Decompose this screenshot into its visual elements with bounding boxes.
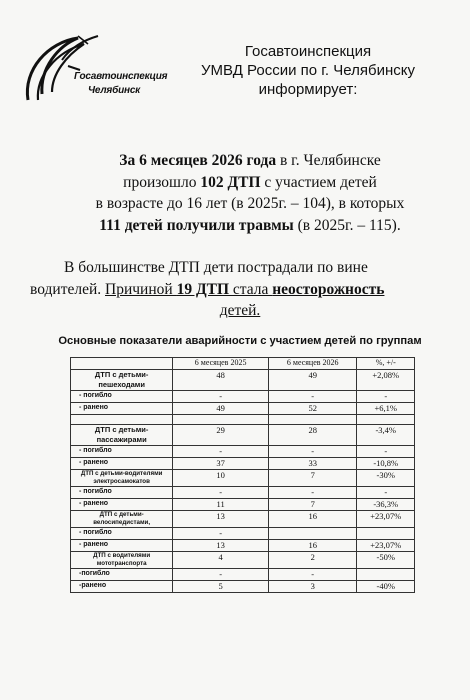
- row-label: -погибло: [71, 569, 173, 581]
- table-row: [71, 511, 415, 528]
- cell-2025: 37: [173, 458, 269, 470]
- table-row: [71, 552, 415, 569]
- row-label: - погибло: [71, 446, 173, 458]
- table-row: [71, 581, 415, 593]
- cell-pct: -36,3%: [357, 499, 415, 511]
- cell-pct: -: [357, 446, 415, 458]
- table-row: [71, 528, 415, 540]
- table-row: [71, 487, 415, 499]
- cell-2025: 11: [173, 499, 269, 511]
- accident-count: 102 ДТП: [200, 173, 261, 191]
- cell-pct: -: [357, 487, 415, 499]
- table-header-row: [71, 358, 415, 370]
- header-cell-2026: 6 месяцев 2026: [268, 358, 357, 370]
- agency-header: [188, 42, 428, 99]
- cause-line1: В большинстве ДТП дети пострадали по вине: [64, 259, 368, 276]
- cell-2025: [173, 415, 269, 425]
- cell-2025: -: [173, 528, 269, 540]
- logo-text-line2: Челябинск: [88, 85, 141, 96]
- row-label: - ранено: [71, 499, 173, 511]
- table-row: [71, 569, 415, 581]
- table-row: [71, 458, 415, 470]
- cell-2026: 33: [268, 458, 357, 470]
- table-row: [71, 470, 415, 487]
- table-row: [71, 446, 415, 458]
- row-label: - ранено: [71, 458, 173, 470]
- header-cell-label: [71, 358, 173, 370]
- row-label: ДТП с детьми-пассажирами: [71, 425, 173, 446]
- cell-pct: -10,8%: [357, 458, 415, 470]
- logo-text-line1: Госавтоинспекция: [74, 71, 168, 82]
- period-text: За 6 месяцев 2026 года: [119, 152, 277, 169]
- row-label: [71, 415, 173, 425]
- stats-table: [70, 357, 415, 593]
- table-row: [71, 499, 415, 511]
- cause-carelessness: неосторожность: [272, 280, 385, 298]
- main-statement: [60, 150, 440, 236]
- row-label: -ранено: [71, 581, 173, 593]
- cell-pct: -50%: [357, 552, 415, 569]
- row-label: ДТП с детьми-велосипедистами,: [71, 511, 173, 528]
- table-row: [71, 403, 415, 415]
- cell-2025: 10: [173, 470, 269, 487]
- cell-2025: 49: [173, 403, 269, 415]
- cell-2025: 4: [173, 552, 269, 569]
- table-row: [71, 540, 415, 552]
- cell-2026: 7: [268, 499, 357, 511]
- cell-pct: +2,08%: [357, 370, 415, 391]
- cell-2025: -: [173, 391, 269, 403]
- cell-2026: -: [268, 446, 357, 458]
- cell-pct: -30%: [357, 470, 415, 487]
- cell-2026: -: [268, 391, 357, 403]
- cell-2026: -: [268, 569, 357, 581]
- cell-2026: [268, 415, 357, 425]
- cell-pct: +23,07%: [357, 540, 415, 552]
- table-title: Основные показатели аварийности с участием детей по группам: [58, 335, 422, 347]
- row-label: ДТП с детьми-водителями электросамокатов: [71, 470, 173, 487]
- cell-2025: -: [173, 569, 269, 581]
- row-label: - ранено: [71, 540, 173, 552]
- children-text: с участием детей: [260, 173, 377, 191]
- cell-pct: [357, 415, 415, 425]
- city-text: в г. Челябинске: [276, 152, 381, 169]
- cell-2026: 7: [268, 470, 357, 487]
- cause-statement: [30, 257, 450, 322]
- cell-2026: 49: [268, 370, 357, 391]
- cell-pct: [357, 569, 415, 581]
- cause-count: 19 ДТП: [176, 280, 229, 298]
- cause-reason: Причиной: [105, 280, 177, 298]
- cell-2026: 52: [268, 403, 357, 415]
- cell-pct: -3,4%: [357, 425, 415, 446]
- cell-2025: 13: [173, 511, 269, 528]
- cell-2026: 16: [268, 540, 357, 552]
- cause-drivers: водителей.: [30, 280, 106, 298]
- row-label: - погибло: [71, 528, 173, 540]
- row-label: - погибло: [71, 391, 173, 403]
- cell-2026: 3: [268, 581, 357, 593]
- logo-emblem-icon: [18, 30, 108, 110]
- row-label: ДТП с водителями мототранспорта: [71, 552, 173, 569]
- header-cell-pct: %, +/-: [357, 358, 415, 370]
- gai-logo: [18, 30, 188, 110]
- injured-comparison: (в 2025г. – 115).: [293, 216, 401, 234]
- cell-2026: 28: [268, 425, 357, 446]
- row-label: - погибло: [71, 487, 173, 499]
- agency-line1: Госавтоинспекция: [244, 43, 372, 60]
- cell-2025: 5: [173, 581, 269, 593]
- cell-2026: [268, 528, 357, 540]
- cell-2025: 29: [173, 425, 269, 446]
- cell-pct: -40%: [357, 581, 415, 593]
- cell-pct: +6,1%: [357, 403, 415, 415]
- agency-line3: информирует:: [258, 81, 358, 98]
- row-label: - ранено: [71, 403, 173, 415]
- cell-pct: +23,07%: [357, 511, 415, 528]
- occurred-text: произошло: [123, 173, 201, 191]
- table-row: [71, 415, 415, 425]
- cell-2025: 48: [173, 370, 269, 391]
- table-row: [71, 391, 415, 403]
- cell-2026: 2: [268, 552, 357, 569]
- table-row: [71, 425, 415, 446]
- cell-2025: -: [173, 487, 269, 499]
- cell-pct: [357, 528, 415, 540]
- cause-children: детей.: [219, 302, 261, 319]
- cell-pct: -: [357, 391, 415, 403]
- agency-line2: УМВД России по г. Челябинску: [201, 62, 415, 79]
- table-row: [71, 370, 415, 391]
- cell-2026: 16: [268, 511, 357, 528]
- cell-2026: -: [268, 487, 357, 499]
- injured-count: 111 детей получили травмы: [99, 216, 294, 234]
- cell-2025: -: [173, 446, 269, 458]
- row-label: ДТП с детьми-пешеходами: [71, 370, 173, 391]
- header-cell-2025: 6 месяцев 2025: [173, 358, 269, 370]
- cause-became: стала: [229, 280, 273, 298]
- cell-2025: 13: [173, 540, 269, 552]
- age-comparison-text: в возрасте до 16 лет (в 2025г. – 104), в которых: [95, 195, 405, 212]
